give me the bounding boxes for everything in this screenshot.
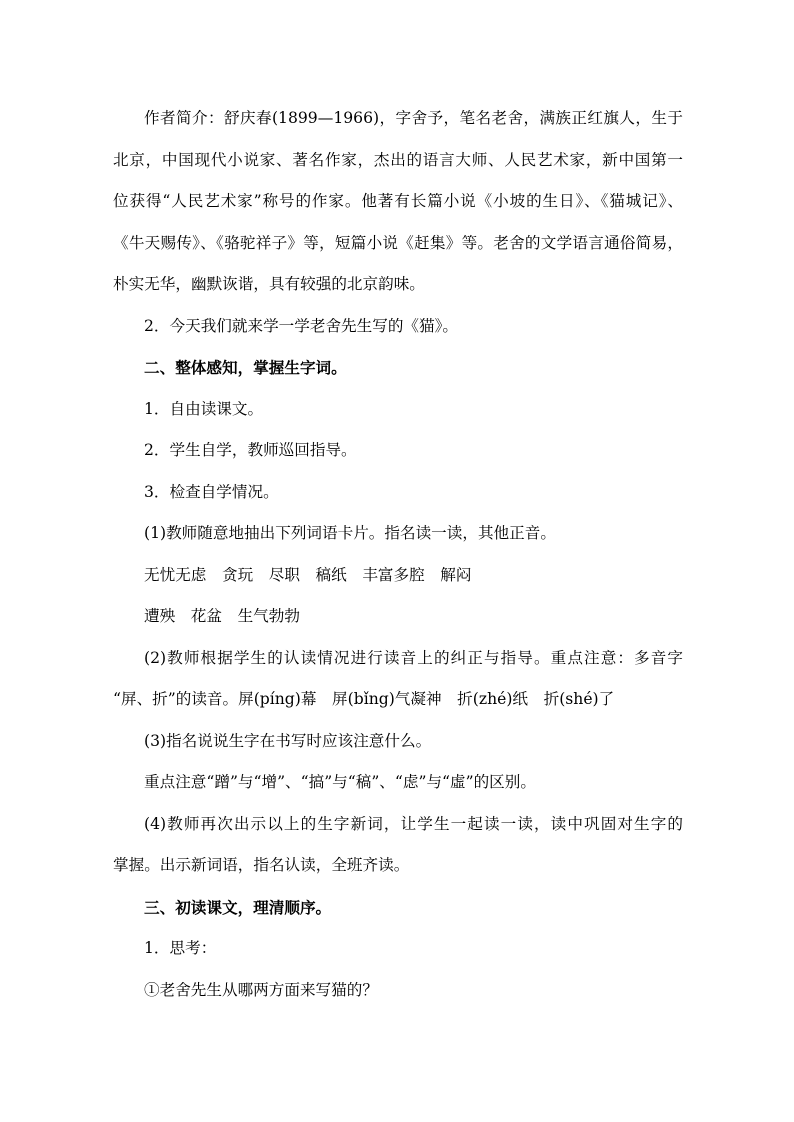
paragraph-author-intro-line-5: 朴实无华，幽默诙谐，具有较强的北京韵味。 (113, 275, 425, 293)
sub-item-4-line-2: 掌握。出示新词语，指名认读，全班齐读。 (113, 856, 410, 874)
paragraph-author-intro-line-2: 北京，中国现代小说家、著名作家，杰出的语言大师、人民艺术家，新中国第一 (113, 150, 683, 169)
section-heading-3: 三、初读课文，理清顺序。 (144, 897, 332, 917)
paragraph-author-intro-line-3: 位获得“人民艺术家”称号的作家。他著有长篇小说《小坡的生日》、《猫城记》、 (113, 192, 683, 210)
document-body (113, 98, 683, 1011)
sub-item-3-note: 重点注意“蹭”与“增”、“搞”与“稿”、“虑”与“虛”的区别。 (144, 773, 536, 791)
word-list-line-2: 遭殃 花盆 生气勃勃 (144, 607, 300, 625)
question-1: ①老舍先生从哪两方面来写猫的？ (144, 980, 378, 999)
paragraph-author-intro-line-1: 作者简介：舒庆春(1899—1966)，字舍予，笔名老舍，满族正红旗人，生于 (144, 109, 683, 127)
list-item-check: 3．检查自学情况。 (144, 482, 279, 501)
sub-item-4-line-1: (4)教师再次出示以上的生字新词，让学生一起读一读，读中巩固对生字的 (144, 814, 683, 833)
list-item-think: 1．思考： (144, 939, 217, 957)
list-item-today-learn: 2．今天我们就来学一学老舍先生写的《猫》。 (144, 316, 458, 335)
sub-item-1: (1)教师随意地抽出下列词语卡片。指名读一读，其他正音。 (144, 524, 556, 542)
section-heading-2: 二、整体感知，掌握生字词。 (144, 358, 347, 377)
sub-item-2-line-1: (2)教师根据学生的认读情况进行读音上的纠正与指导。重点注意：多音字 (144, 648, 683, 667)
word-list-line-1: 无忧无虑 贪玩 尽职 稿纸 丰富多腔 解闷 (144, 565, 472, 584)
paragraph-author-intro-line-4: 《牛天赐传》、《骆驼祥子》等，短篇小说《赶集》等。老舍的文学语言通俗简易， (113, 233, 683, 252)
list-item-self-study: 2．学生自学，教师巡回指导。 (144, 441, 357, 459)
list-item-free-read: 1．自由读课文。 (144, 399, 264, 418)
sub-item-2-line-2: “屏、折”的读音。屏(píng)幕 屏(bǐng)气凝神 折(zhé)纸 折(shé)了 (113, 690, 615, 708)
sub-item-3: (3)指名说说生字在书写时应该注意什么。 (144, 731, 432, 750)
